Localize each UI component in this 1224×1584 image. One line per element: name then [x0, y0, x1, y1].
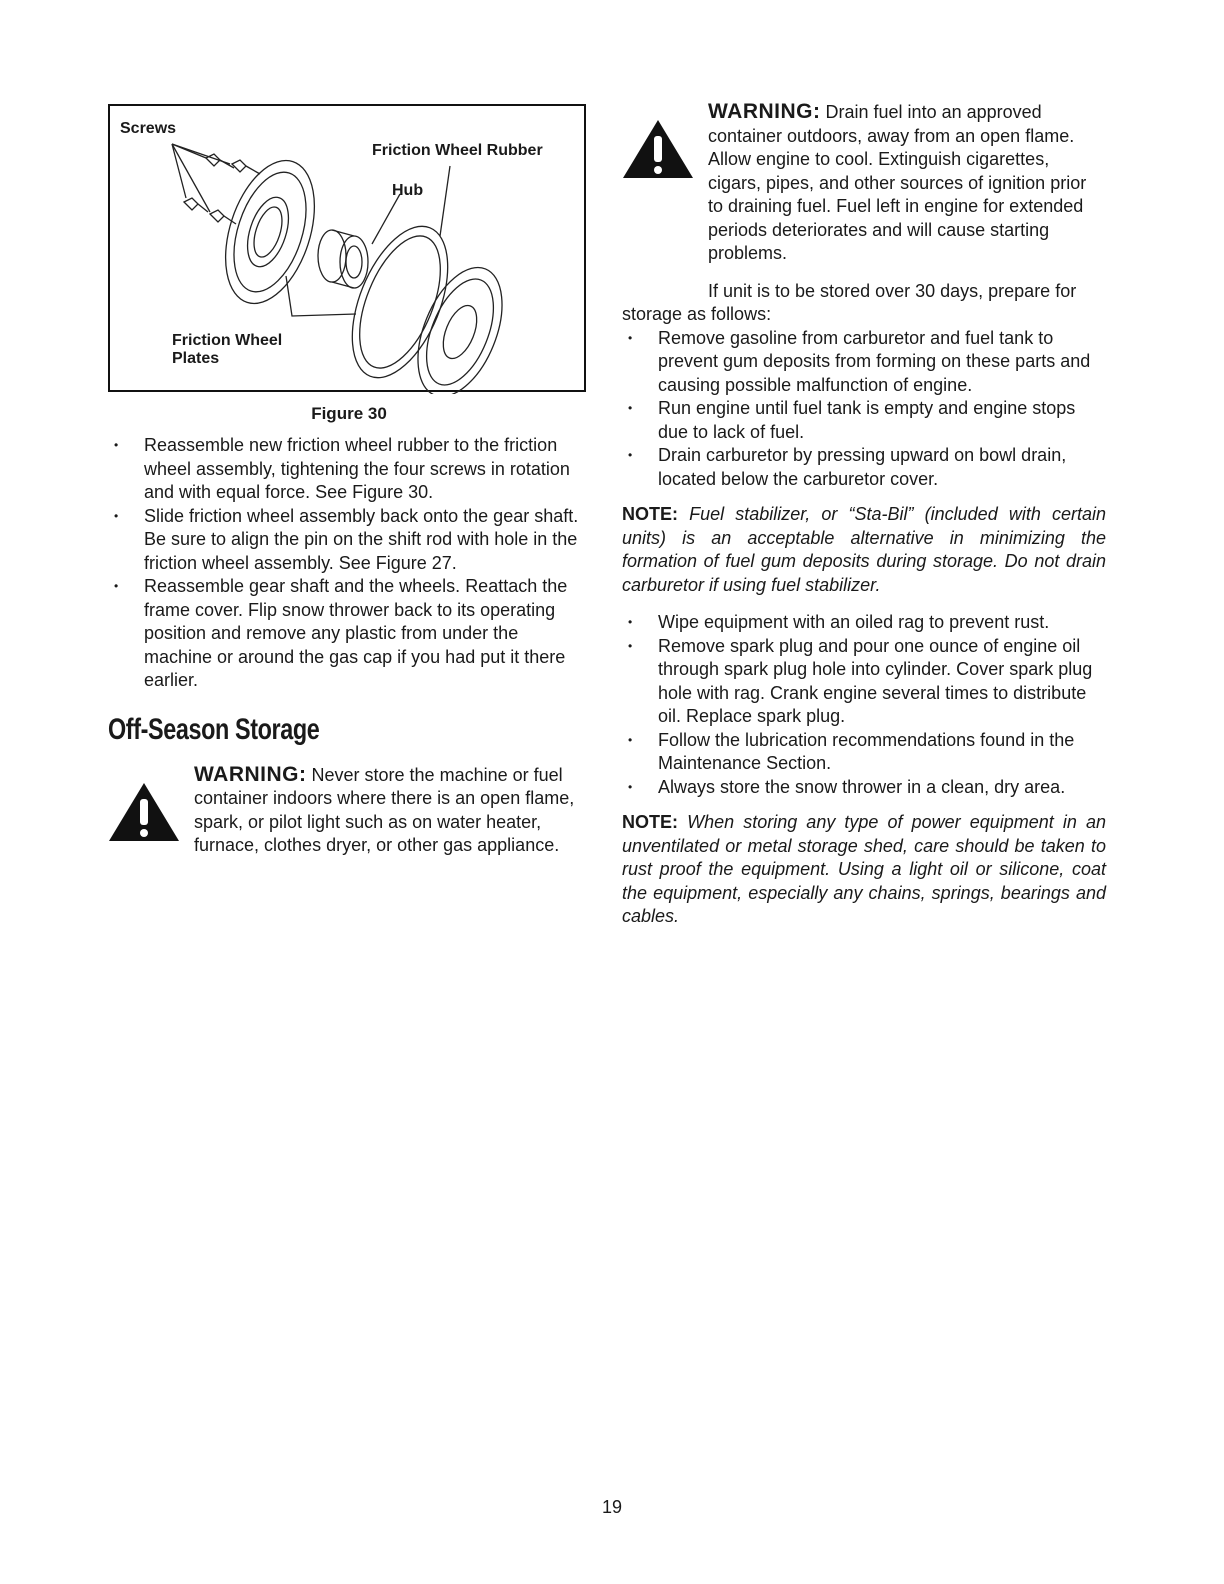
section-title: Off-Season Storage [108, 712, 320, 746]
list-item: • Reassemble gear shaft and the wheels. Reattach the frame cover. Flip snow thrower back to its operating position and remove any plastic from under the machine or around the gas cap if you had put it there earlier. [108, 575, 590, 693]
storage-steps-1 [622, 327, 1106, 492]
left-column [108, 104, 590, 858]
label-friction-wheel-plates-1: Friction Wheel [172, 332, 283, 349]
label-hub: Hub [392, 182, 424, 199]
list-item: • Follow the lubrication recommendations found in the Maintenance Section. [622, 729, 1106, 776]
note-storage-shed [622, 811, 1106, 929]
warning-text: Drain fuel into an approved container outdoors, away from an open flame. Allow engine to cool. Extinguish cigarettes, cigars, pipes, and other sources of ignition prior to draining fuel. Fuel left in engine for extended periods deteriorates and will cause starting problems. [708, 102, 1087, 263]
list-item: • Remove spark plug and pour one ounce of engine oil through spark plug hole into cylinder. Cover spark plug hole with rag. Crank engine several times to distribute oil. Replace spark plug. [622, 635, 1106, 729]
list-item: • Slide friction wheel assembly back onto the gear shaft. Be sure to align the pin on the shift rod with hole in the friction wheel assembly. See Figure 27. [108, 505, 590, 576]
warning-triangle-icon [108, 781, 180, 843]
friction-wheel-plate-front [209, 149, 331, 314]
friction-wheel-rubber-ring [333, 213, 467, 391]
figure-30-diagram [108, 104, 586, 392]
page-number: 19 [601, 1497, 623, 1517]
screw-icon [184, 198, 208, 212]
warning-storage [108, 763, 590, 858]
list-item: • Drain carburetor by pressing upward on bowl drain, located below the carburetor cover. [622, 444, 1106, 491]
list-item: • Remove gasoline from carburetor and fuel tank to prevent gum deposits from forming on these parts and causing possible malfunction of engine. [622, 327, 1106, 398]
warning-text: Never store the machine or fuel container indoors where there is an open flame, spark, or pilot light such as on water heater, furnace, clothes dryer, or other gas appliance. [194, 764, 575, 855]
warning-triangle-icon [622, 118, 694, 180]
warning-label: WARNING: [708, 100, 821, 123]
note-text: Fuel stabilizer, or “Sta-Bil” (included with certain units) is an acceptable alternative in minimizing the formation of fuel gum deposits during storage. Do not drain carburetor if using fuel stabilizer. [622, 504, 1106, 595]
warning-label: WARNING: [194, 762, 307, 786]
list-item: • Reassemble new friction wheel rubber to the friction wheel assembly, tightening the four screws in rotation and with equal force. See Figure 30. [108, 434, 590, 505]
note-fuel-stabilizer [622, 503, 1106, 597]
label-friction-wheel-rubber: Friction Wheel Rubber [372, 142, 543, 159]
label-screws: Screws [120, 120, 177, 137]
warning-fuel [622, 100, 1106, 266]
storage-steps-2 [622, 611, 1106, 799]
right-column [622, 100, 1106, 943]
hub-part [318, 230, 368, 288]
list-item: • Run engine until fuel tank is empty and engine stops due to lack of fuel. [622, 397, 1106, 444]
storage-intro: If unit is to be stored over 30 days, prepare for storage as follows: [622, 280, 1077, 324]
note-label: NOTE: [622, 504, 678, 524]
screw-icon [210, 210, 236, 224]
figure-caption: Figure 30 [311, 404, 387, 423]
list-item: • Always store the snow thrower in a clean, dry area. [622, 776, 1106, 800]
note-text: When storing any type of power equipment in an unventilated or metal storage shed, care should be taken to rust proof the equipment. Using a light oil or silicone, coat the equipment, especially any chains, springs, bearings and cables. [622, 812, 1106, 926]
note-label: NOTE: [622, 812, 678, 832]
reassembly-steps [108, 434, 590, 693]
list-item: • Wipe equipment with an oiled rag to prevent rust. [622, 611, 1106, 635]
screw-icon [232, 160, 260, 174]
friction-wheel-plate-back [401, 255, 519, 394]
label-friction-wheel-plates-2: Plates [172, 350, 220, 367]
